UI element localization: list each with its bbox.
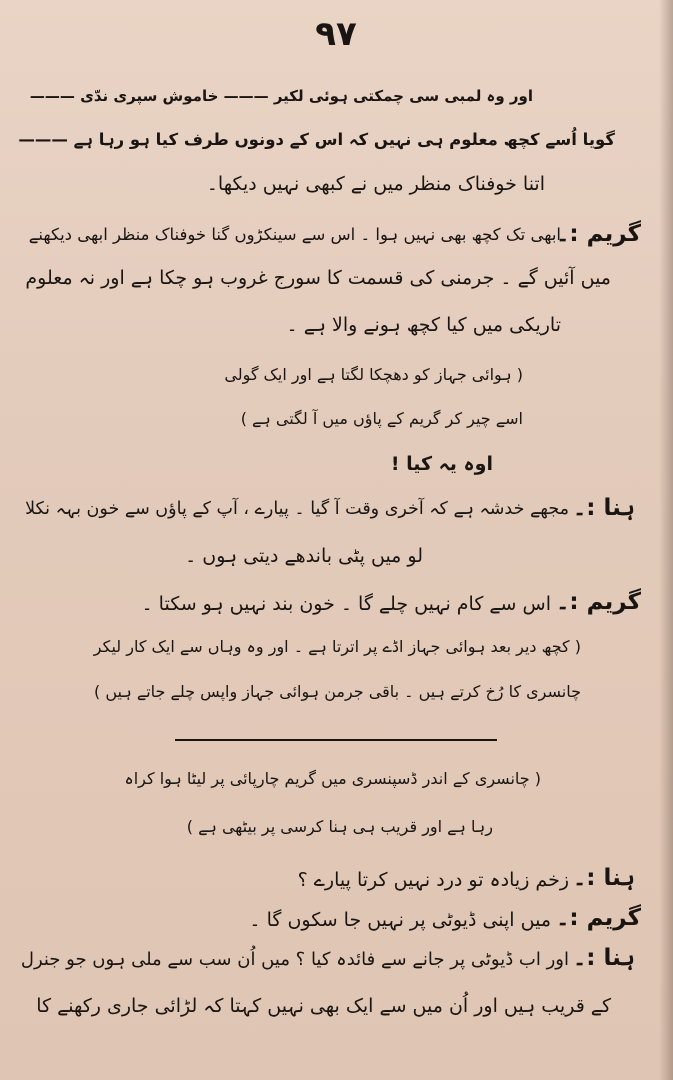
section-divider xyxy=(175,739,497,741)
narration-line-3: اتنا خوفناک منظر میں نے کبھی نہیں دیکھا۔ xyxy=(206,173,545,195)
dialogue-line: اور اب ڈیوٹی پر جانے سے فائدہ کیا ؟ میں اُن سب سے ملی ہوں جو جنرل xyxy=(20,949,569,970)
dialogue-line: تاریکی میں کیا کچھ ہونے والا ہے ۔ xyxy=(286,314,561,336)
stage-direction-line: ( چانسری کے اندر ڈسپنسری میں گریم چارپائی پر لیٹا ہوا کراہ xyxy=(124,769,541,788)
dialogue-line: کے قریب ہیں اور اُن میں سے ایک بھی نہیں کہتا کہ لڑائی جاری رکھنے کا xyxy=(36,995,611,1017)
dialogue-line: زخم زیادہ تو درد نہیں کرتا پیارے ؟ xyxy=(297,869,569,891)
dialogue-line: ابھی تک کچھ بھی نہیں ہوا ۔ اس سے سینکڑوں گنا خوفناک منظر ابھی دیکھنے xyxy=(28,225,561,244)
dialogue-line: لو میں پٹی باندھے دیتی ہوں ۔ xyxy=(185,545,423,567)
narration-line-1: اور وہ لمبی سی چمکتی ہوئی لکیر ——— خاموش سپری ندّی ——— xyxy=(29,87,533,105)
dialogue-line: میں آئیں گے ۔ جرمنی کی قسمت کا سورج غروب ہو چکا ہے اور نہ معلوم xyxy=(25,267,611,289)
stage-direction-line: چانسری کا رُخ کرتے ہیں ۔ باقی جرمن ہوائی جہاز واپس چلے جاتے ہیں ) xyxy=(94,682,581,701)
speaker-grim: گریم :۔ xyxy=(555,905,641,931)
speaker-hanna: ہنا :۔ xyxy=(572,945,635,971)
speaker-hanna: ہنا :۔ xyxy=(572,865,635,891)
stage-direction-line: اسے چیر کر گریم کے پاؤں میں آ لگتی ہے ) xyxy=(240,409,523,428)
dialogue-line: مجھے خدشہ ہے کہ آخری وقت آ گیا ۔ پیارے ، آپ کے پاؤں سے خون بہہ نکلا xyxy=(25,499,569,519)
stage-direction-line: ( ہوائی جہاز کو دھچکا لگتا ہے اور ایک گولی xyxy=(224,365,523,384)
page-number: ۹۷ xyxy=(315,14,357,54)
stage-direction-line: رہا ہے اور قریب ہی ہنا کرسی پر بیٹھی ہے ) xyxy=(186,817,493,836)
dialogue-line: اس سے کام نہیں چلے گا ۔ خون بند نہیں ہو سکتا ۔ xyxy=(141,593,551,615)
speaker-hanna: ہنا :۔ xyxy=(572,495,635,521)
stage-direction-line: ( کچھ دیر بعد ہوائی جہاز اڈے پر اترتا ہے ۔ اور وہ وہاں سے ایک کار لیکر xyxy=(93,637,581,656)
narration-line-2: گویا اُسے کچھ معلوم ہی نہیں کہ اس کے دونوں طرف کیا ہو رہا ہے ——— xyxy=(18,130,615,149)
speaker-grim: گریم :۔ xyxy=(555,221,641,247)
speaker-grim: گریم :۔ xyxy=(555,589,641,615)
dialogue-line: میں اپنی ڈیوٹی پر نہیں جا سکوں گا ۔ xyxy=(249,909,551,931)
exclamation: اوہ یہ کیا ! xyxy=(390,453,493,475)
